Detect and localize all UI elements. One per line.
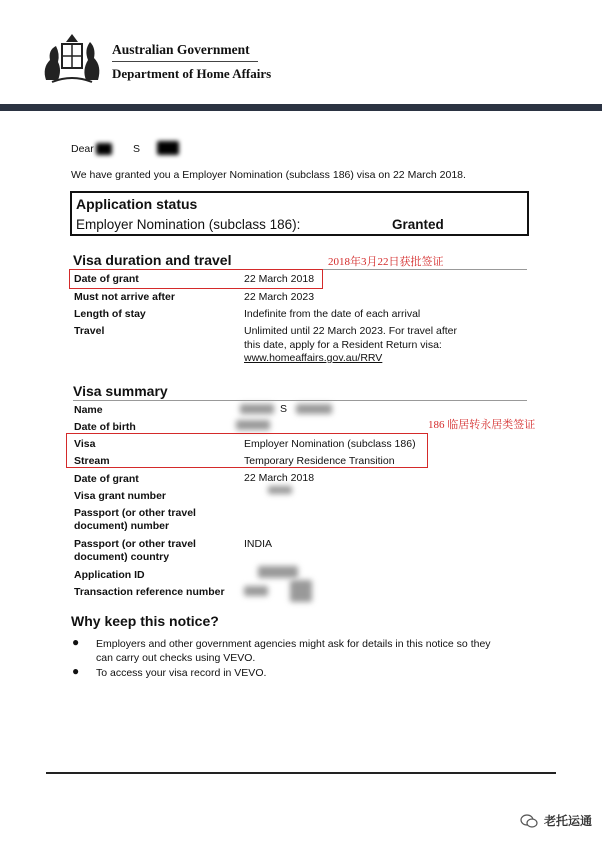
- row-label: Date of grant: [74, 473, 139, 485]
- footer-rule: [46, 772, 556, 774]
- row-value: S: [280, 403, 288, 415]
- row-label: Application ID: [74, 569, 145, 581]
- department-name: Department of Home Affairs: [112, 66, 272, 81]
- redacted-name: [240, 404, 274, 414]
- row-value: 22 March 2023: [244, 291, 315, 303]
- redacted-surname: [157, 141, 179, 155]
- row-label: Stream: [74, 455, 110, 467]
- row-label: Visa: [74, 438, 96, 450]
- header-divider: [112, 61, 258, 62]
- header-band: [0, 104, 602, 111]
- bullet-marker: ●: [72, 664, 80, 678]
- row-label: Must not arrive after: [74, 291, 175, 303]
- row-value: 22 March 2018: [244, 273, 315, 285]
- grant-date-highlight: [69, 269, 323, 289]
- row-label: Passport (or other travel: [74, 538, 196, 550]
- redacted-reference: [290, 580, 312, 602]
- row-value: Indefinite from the date of each arrival: [244, 308, 421, 320]
- salutation: Dear: [71, 143, 94, 155]
- row-label: Date of birth: [74, 421, 136, 433]
- row-value: Employer Nomination (subclass 186): [244, 438, 416, 450]
- government-name: Australian Government: [112, 42, 250, 57]
- redacted-grant-number: [268, 486, 292, 494]
- row-label: Date of grant: [74, 273, 139, 285]
- duration-section-title: Visa duration and travel: [73, 252, 232, 268]
- status-label: Employer Nomination (subclass 186):: [76, 217, 301, 232]
- watermark: 老托运通: [520, 812, 592, 829]
- row-label: Name: [74, 404, 103, 416]
- row-label: Visa grant number: [74, 490, 166, 502]
- row-label-continued: document) number: [74, 520, 170, 532]
- row-label: Passport (or other travel: [74, 507, 196, 519]
- bullet-text: To access your visa record in VEVO.: [96, 667, 267, 679]
- letterhead: [0, 0, 602, 110]
- row-label: Length of stay: [74, 308, 146, 320]
- rrv-link[interactable]: www.homeaffairs.gov.au/RRV: [244, 352, 383, 364]
- status-title: Application status: [76, 196, 198, 212]
- grant-date-annotation: 2018年3月22日获批签证: [328, 256, 444, 268]
- redacted-name: [296, 404, 332, 414]
- summary-section-title: Visa summary: [73, 383, 168, 399]
- travel-line-2: this date, apply for a Resident Return visa:: [244, 339, 442, 351]
- salutation-fragment: S: [133, 143, 141, 155]
- row-value: Temporary Residence Transition: [244, 455, 395, 467]
- wechat-icon: [520, 814, 538, 828]
- row-label: Travel: [74, 325, 105, 337]
- why-section-title: Why keep this notice?: [71, 613, 219, 629]
- row-label: Transaction reference number: [74, 586, 225, 598]
- bullet-text: Employers and other government agencies might ask for details in this notice so they can carry out checks using VEVO.: [96, 638, 491, 664]
- travel-line-1: Unlimited until 22 March 2023. For travel after: [244, 325, 458, 337]
- section-rule: [73, 400, 527, 401]
- coat-of-arms-icon: [38, 30, 106, 86]
- visa-type-annotation: 186 临居转永居类签证: [428, 419, 536, 431]
- row-value: 22 March 2018: [244, 472, 315, 484]
- row-label-continued: document) country: [74, 551, 170, 563]
- redacted-application-id: [258, 566, 298, 578]
- bullet-marker: ●: [72, 635, 80, 649]
- redacted-name: [96, 143, 112, 155]
- row-value: INDIA: [244, 538, 273, 550]
- status-value: Granted: [392, 217, 444, 232]
- redacted-dob: [236, 420, 270, 430]
- redacted-reference: [244, 586, 268, 596]
- application-status-box: [70, 191, 529, 236]
- grant-intro: We have granted you a Employer Nomination (subclass 186) visa on 22 March 2018.: [71, 169, 466, 181]
